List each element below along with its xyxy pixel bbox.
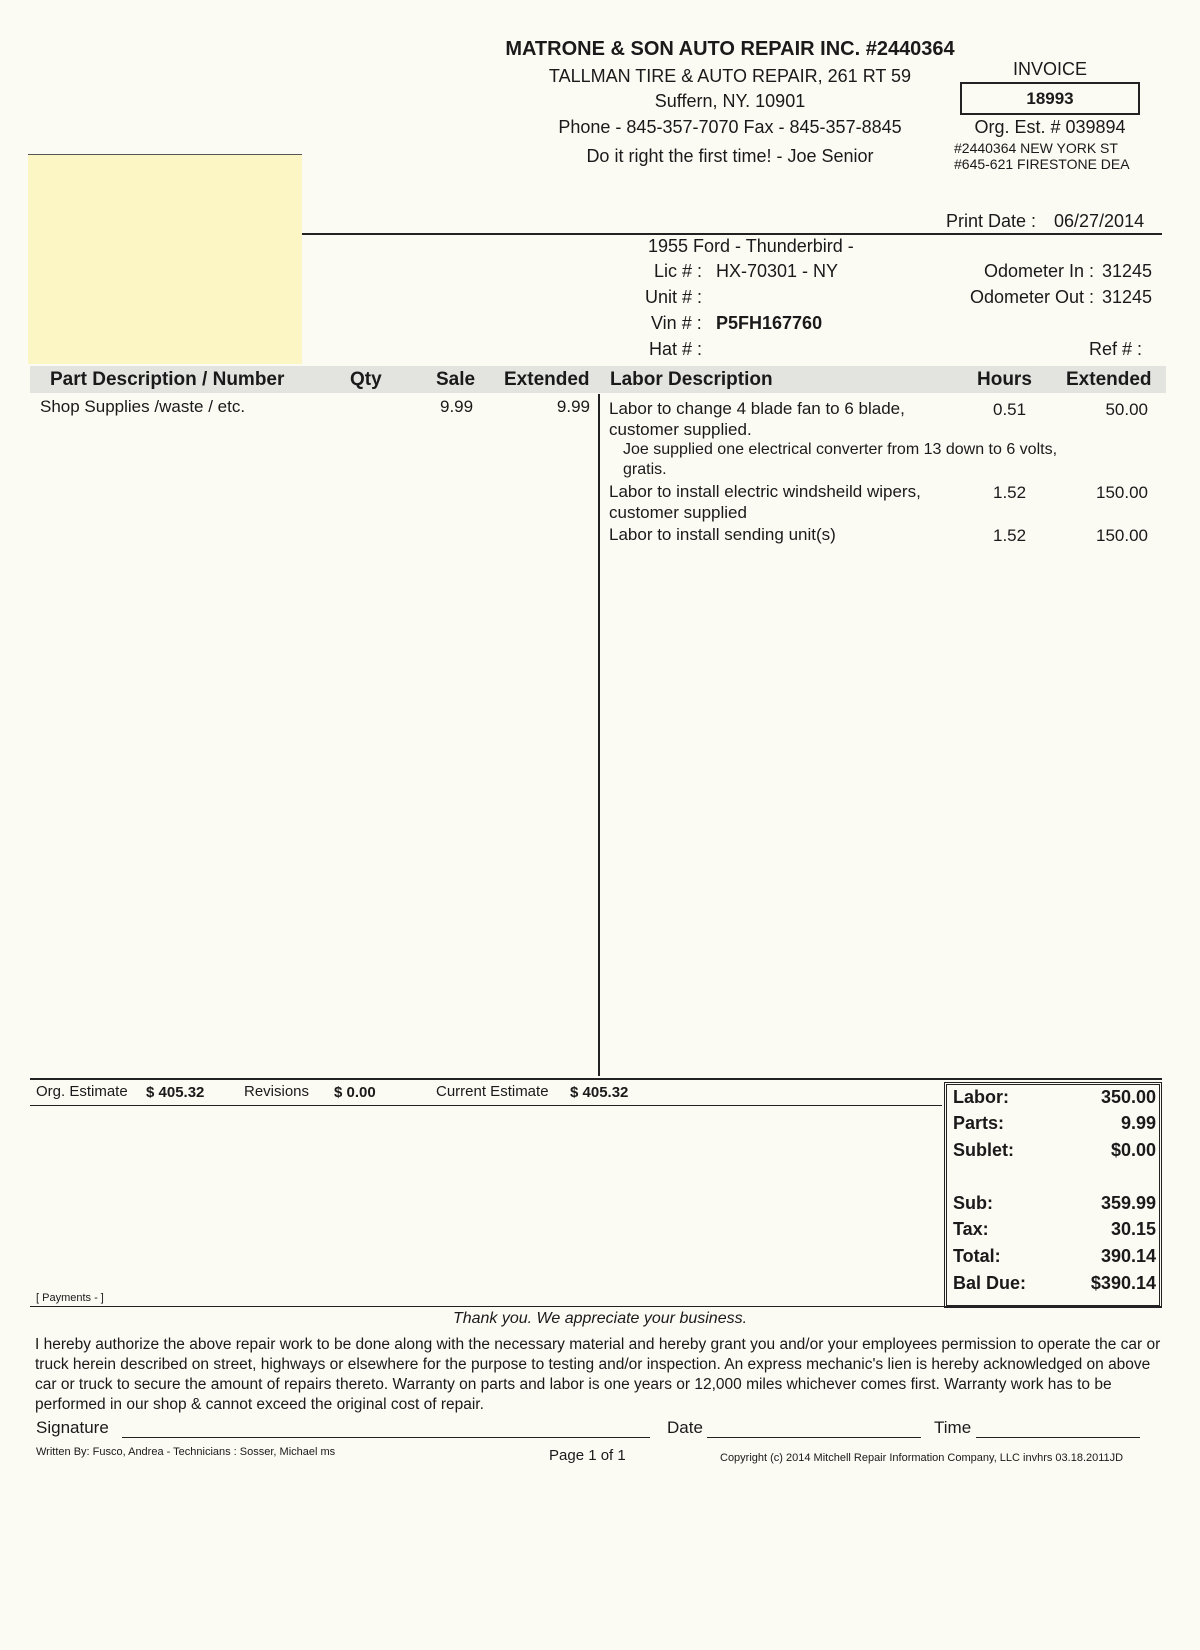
part-extended: 9.99 (556, 397, 590, 416)
current-estimate-value: $ 405.32 (570, 1084, 629, 1101)
labor-hours: 1.52 (993, 526, 1027, 545)
col-hours: Hours (977, 369, 1032, 390)
labor-total-label: Labor: (953, 1087, 1009, 1107)
company-address-line1: TALLMAN TIRE & AUTO REPAIR, 261 RT 59 (548, 66, 912, 86)
col-labor-extended: Extended (1066, 369, 1152, 390)
odometer-in-label: Odometer In : (983, 261, 1094, 281)
written-by: Written By: Fusco, Andrea - Technicians : Sosser, Michael ms (36, 1446, 336, 1458)
balance-due-label: Bal Due: (953, 1273, 1027, 1293)
parts-total-label: Parts: (953, 1113, 1005, 1133)
authorization-text: I hereby authorize the above repair work to be done along with the necessary material and hereby grant you and/or your employees permission to operate the car or truck herein described on street, highways or elsewhere for the purpose to testing and/or inspection. An express mechanic's lien is hereby acknowledged on above car or truck to secure the amount of repairs thereto. Warranty on parts and labor is one years or 12,000 miles whichever comes first. Warranty work has to be performed in our shop & cannot exceed the original cost of repair. (35, 1336, 1161, 1413)
tax-label: Tax: (953, 1219, 989, 1239)
subtotal-label: Sub: (953, 1193, 993, 1213)
hat-label: Hat # : (649, 339, 703, 359)
header-divider (302, 233, 1162, 235)
col-extended: Extended (504, 369, 590, 390)
invoice-number: 18993 (1026, 89, 1074, 108)
date-label: Date (667, 1418, 703, 1437)
sublet-total: $0.00 (1110, 1140, 1156, 1160)
org-est-number: Org. Est. # 039894 (974, 117, 1126, 137)
labor-total: 350.00 (1100, 1087, 1156, 1107)
copyright: Copyright (c) 2014 Mitchell Repair Information Company, LLC invhrs 03.18.2011JD (720, 1452, 1124, 1464)
estimates-top-rule (30, 1078, 1162, 1080)
estimates-bottom-rule (30, 1105, 942, 1106)
unit-label: Unit # : (645, 287, 703, 307)
labor-description-cont: customer supplied (609, 503, 747, 522)
col-part-description: Part Description / Number (50, 369, 285, 390)
signature-label: Signature (36, 1418, 109, 1437)
revisions-value: $ 0.00 (334, 1084, 376, 1101)
column-divider (598, 394, 600, 1076)
total-label: Total: (953, 1246, 1001, 1266)
col-sale: Sale (436, 369, 476, 390)
subtotal: 359.99 (1100, 1193, 1156, 1213)
part-description: Shop Supplies /waste / etc. (40, 397, 246, 416)
company-phone-fax: Phone - 845-357-7070 Fax - 845-357-8845 (558, 117, 902, 137)
footer-top-rule (30, 1306, 1162, 1307)
company-slogan: Do it right the first time! - Joe Senior (586, 146, 874, 166)
labor-description: Labor to install sending unit(s) (609, 525, 836, 544)
balance-due: $390.14 (1090, 1273, 1156, 1293)
labor-extended: 150.00 (1096, 526, 1148, 545)
org-estimate-label: Org. Estimate (36, 1083, 128, 1100)
total-value: 390.14 (1100, 1246, 1156, 1266)
org-estimate-value: $ 405.32 (146, 1084, 205, 1101)
print-date: 06/27/2014 (1054, 211, 1145, 231)
lic-label: Lic # : (654, 261, 703, 281)
odometer-out-label: Odometer Out : (969, 287, 1094, 307)
invoice-label: INVOICE (1012, 59, 1087, 79)
sublet-total-label: Sublet: (953, 1140, 1014, 1160)
sticky-note-edge (28, 154, 302, 155)
ref-label: Ref # : (1088, 339, 1142, 359)
labor-note-cont: gratis. (623, 461, 667, 478)
labor-description: Labor to install electric windsheild wipers, (609, 482, 921, 501)
current-estimate-label: Current Estimate (436, 1083, 549, 1100)
registration-line1: #2440364 NEW YORK ST (954, 140, 1118, 156)
labor-description-cont: customer supplied. (609, 420, 752, 439)
print-date-label: Print Date : (946, 211, 1037, 231)
col-qty: Qty (350, 369, 382, 390)
vin-label: Vin # : (651, 313, 702, 333)
labor-hours: 1.52 (993, 483, 1027, 502)
labor-description: Labor to change 4 blade fan to 6 blade, (609, 399, 905, 418)
part-sale: 9.99 (440, 397, 474, 416)
registration-line2: #645-621 FIRESTONE DEA (954, 156, 1130, 172)
payments-note: [ Payments - ] (36, 1292, 104, 1304)
company-address-line2: Suffern, NY. 10901 (654, 91, 806, 111)
labor-extended: 150.00 (1096, 483, 1148, 502)
invoice-number-box (960, 82, 1140, 115)
labor-extended: 50.00 (1105, 400, 1148, 419)
sticky-note (28, 154, 302, 364)
parts-total: 9.99 (1120, 1113, 1156, 1133)
thank-you-message: Thank you. We appreciate your business. (452, 1310, 748, 1327)
col-labor-description: Labor Description (610, 369, 773, 390)
license-plate: HX-70301 - NY (716, 261, 839, 281)
revisions-label: Revisions (244, 1083, 310, 1100)
page-number: Page 1 of 1 (549, 1447, 626, 1464)
labor-hours: 0.51 (993, 400, 1027, 419)
time-line[interactable] (976, 1437, 1140, 1438)
time-label: Time (934, 1418, 972, 1437)
company-name: MATRONE & SON AUTO REPAIR INC. #2440364 (505, 38, 955, 60)
signature-line[interactable] (122, 1437, 650, 1438)
vin-number: P5FH167760 (716, 313, 823, 333)
date-line[interactable] (707, 1437, 921, 1438)
tax-value: 30.15 (1110, 1219, 1156, 1239)
labor-note: Joe supplied one electrical converter from 13 down to 6 volts, (623, 441, 1058, 458)
odometer-out: 31245 (1101, 287, 1152, 307)
vehicle-description: 1955 Ford - Thunderbird - (648, 236, 854, 256)
odometer-in: 31245 (1101, 261, 1152, 281)
